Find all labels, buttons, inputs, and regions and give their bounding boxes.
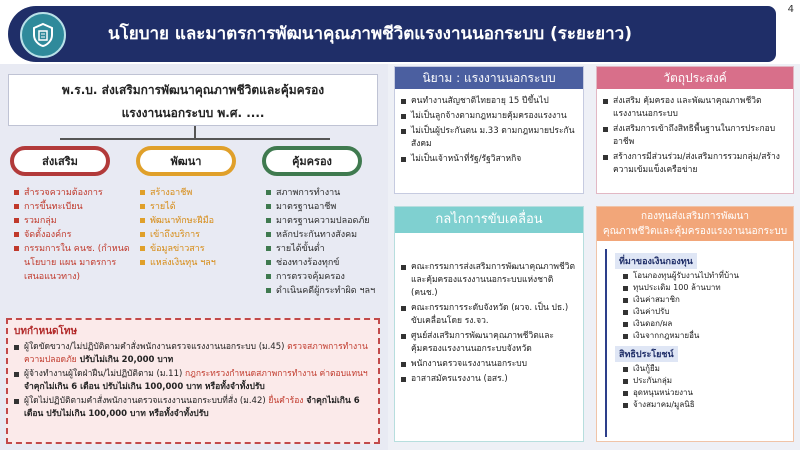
list-item: คณะกรรมการระดับจังหวัด (ผวจ. เป็น ปธ.) ขับเคลื่อนโดย รง.จว. xyxy=(401,302,577,328)
mechanism-panel xyxy=(394,206,584,442)
fund-sources-title: ที่มาของเงินกองทุน xyxy=(615,253,697,269)
list-item: ส่งเสริม คุ้มครอง และพัฒนาคุณภาพชีวิตแรงงานนอกระบบ xyxy=(603,95,787,121)
list-item: จัดตั้งองค์กร xyxy=(14,228,132,242)
page-title: นโยบาย และมาตรการพัฒนาคุณภาพชีวิตแรงงานนอกระบบ (ระยะยาว) xyxy=(108,24,632,44)
penalty-text: ผู้จ้างทำงานผู้ใดฝ่าฝืน/ไม่ปฏิบัติตาม (ม.11) xyxy=(24,369,186,379)
penalty-fine: จำคุกไม่เกิน 6 เดือน ปรับไม่เกิน 100,000 บาท หรือทั้งจำทั้งปรับ xyxy=(24,382,265,392)
list-item: ศูนย์ส่งเสริมการพัฒนาคุณภาพชีวิตและคุ้มครองแรงงานนอกระบบจังหวัด xyxy=(401,330,577,356)
list-item: รวมกลุ่ม xyxy=(14,214,132,228)
list-item: ทุนประเดิม 100 ล้านบาท xyxy=(623,282,787,294)
mechanism-title: กลไกการขับเคลื่อน xyxy=(395,207,583,233)
connector-vertical xyxy=(194,126,196,138)
penalty-text: ผู้ใดไม่ปฏิบัติตามคำสั่งพนักงานตรวจแรงงานนอกระบบที่สั่ง (ม.42) xyxy=(24,396,269,406)
list-item: เงินจากกฎหมายอื่น xyxy=(623,330,787,342)
objectives-list xyxy=(597,89,793,177)
fund-body xyxy=(605,249,787,411)
list-item: ข้อมูลข่าวสาร xyxy=(140,242,250,256)
penalty-fine: ปรับไม่เกิน 20,000 บาท xyxy=(76,355,174,365)
fund-title xyxy=(597,207,793,241)
list-item: เงินค่าปรับ xyxy=(623,306,787,318)
act-title-box xyxy=(8,74,378,126)
objectives-title: วัตถุประสงค์ xyxy=(597,67,793,89)
act-title-line1: พ.ร.บ. ส่งเสริมการพัฒนาคุณภาพชีวิตและคุ้มครอง xyxy=(61,83,325,97)
penalty-highlight: กฎกระทรวงกำหนดสภาพการทำงาน ค่าตอบแทนฯ xyxy=(185,369,368,379)
definition-title: นิยาม : แรงงานนอกระบบ xyxy=(395,67,583,89)
shield-document-icon xyxy=(20,12,66,58)
list-item: รายได้ขั้นต่ำ xyxy=(266,242,384,256)
list-item: มาตรฐานความปลอดภัย xyxy=(266,214,384,228)
list-item: ไม่เป็นเจ้าหน้าที่รัฐ/รัฐวิสาหกิจ xyxy=(401,153,577,166)
penalty-item xyxy=(14,395,372,421)
list-item: สภาพการทำงาน xyxy=(266,186,384,200)
pillar-protect: คุ้มครอง xyxy=(262,146,362,176)
list-item: คณะกรรมการส่งเสริมการพัฒนาคุณภาพชีวิตและคุ้มครองแรงงานนอกระบบแห่งชาติ (คนช.) xyxy=(401,261,577,300)
list-item: กรรมการใน คนช. (กำหนดนโยบาย แผน มาตรการ เสนอแนวทาง) xyxy=(14,242,132,284)
list-item: การขึ้นทะเบียน xyxy=(14,200,132,214)
penalty-fine: จำคุกไม่เกิน 6 เดือน ปรับไม่เกิน 100,000 บาท หรือทั้งจำทั้งปรับ xyxy=(24,396,360,419)
penalty-list xyxy=(14,341,372,421)
fund-title-line2: คุณภาพชีวิตและคุ้มครองแรงงานนอกระบบ xyxy=(602,226,788,237)
list-item: เงินค่าสมาชิก xyxy=(623,294,787,306)
list-item: อาสาสมัครแรงงาน (อสร.) xyxy=(401,373,577,386)
list-item: ดำเนินคดีผู้กระทำผิด ฯลฯ xyxy=(266,284,384,298)
list-item: เงินกู้ยืม xyxy=(623,363,787,375)
penalty-item xyxy=(14,341,372,367)
list-item: แหล่งเงินทุน ฯลฯ xyxy=(140,256,250,270)
fund-sources-list xyxy=(605,270,787,342)
pillar-develop: พัฒนา xyxy=(136,146,236,176)
fund-title-line1: กองทุนส่งเสริมการพัฒนา xyxy=(641,211,749,222)
protect-list xyxy=(266,186,384,298)
list-item: สร้างอาชีพ xyxy=(140,186,250,200)
list-item: โอนกองทุนผู้รับงานไปทำที่บ้าน xyxy=(623,270,787,282)
list-item: อุดหนุนหน่วยงาน xyxy=(623,387,787,399)
promote-list xyxy=(14,186,132,284)
definition-list xyxy=(395,89,583,166)
fund-benefits-list xyxy=(605,363,787,411)
list-item: สำรวจความต้องการ xyxy=(14,186,132,200)
page-number: 4 xyxy=(787,4,794,15)
penalty-box xyxy=(6,318,380,444)
penalty-item xyxy=(14,368,372,394)
header-banner xyxy=(8,6,776,62)
list-item: คนทำงานสัญชาติไทยอายุ 15 ปีขึ้นไป xyxy=(401,95,577,108)
pillar-promote: ส่งเสริม xyxy=(10,146,110,176)
list-item: จ้างสมาคม/มูลนิธิ xyxy=(623,399,787,411)
list-item: รายได้ xyxy=(140,200,250,214)
list-item: เงินดอก/ผล xyxy=(623,318,787,330)
act-title-line2: แรงงานนอกระบบ พ.ศ. .... xyxy=(121,106,265,120)
penalty-title: บทกำหนดโทษ xyxy=(14,326,78,337)
list-item: ช่องทางร้องทุกข์ xyxy=(266,256,384,270)
fund-benefits-title: สิทธิประโยชน์ xyxy=(615,346,678,362)
list-item: พนักงานตรวจแรงงานนอกระบบ xyxy=(401,358,577,371)
connector-horizontal xyxy=(60,138,330,140)
list-item: ไม่เป็นผู้ประกันตน ม.33 ตามกฎหมายประกันสังคม xyxy=(401,125,577,151)
fund-panel xyxy=(596,206,794,442)
list-item: มาตรฐานอาชีพ xyxy=(266,200,384,214)
penalty-text: ผู้ใดขัดขวาง/ไม่ปฏิบัติตามคำสั่งพนักงานตรวจแรงงานนอกระบบ (ม.45) xyxy=(24,342,288,352)
list-item: หลักประกันทางสังคม xyxy=(266,228,384,242)
list-item: ส่งเสริมการเข้าถึงสิทธิพื้นฐานในการประกอบอาชีพ xyxy=(603,123,787,149)
list-item: การตรวจคุ้มครอง xyxy=(266,270,384,284)
list-item: เข้าถึงบริการ xyxy=(140,228,250,242)
mechanism-list xyxy=(395,233,583,386)
list-item: พัฒนาทักษะฝีมือ xyxy=(140,214,250,228)
develop-list xyxy=(140,186,250,270)
definition-panel xyxy=(394,66,584,194)
list-item: ประกันกลุ่ม xyxy=(623,375,787,387)
list-item: สร้างการมีส่วนร่วม/ส่งเสริมการรวมกลุ่ม/สร้างความเข้มแข็งเครือข่าย xyxy=(603,151,787,177)
penalty-highlight: ตรวจสภาพการทำงาน ความปลอดภัย xyxy=(24,342,368,365)
objectives-panel xyxy=(596,66,794,194)
penalty-highlight: ยื่นคำร้อง xyxy=(268,396,304,406)
list-item: ไม่เป็นลูกจ้างตามกฎหมายคุ้มครองแรงงาน xyxy=(401,110,577,123)
